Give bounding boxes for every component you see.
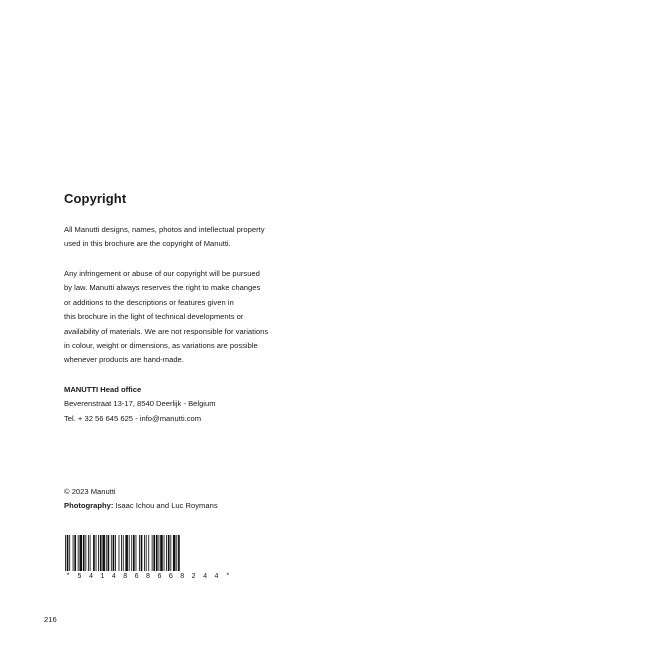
barcode-bar [170, 535, 171, 571]
barcode-bar [176, 535, 177, 571]
intro-line: used in this brochure are the copyright of Manutti. [64, 239, 231, 249]
barcode-bar [96, 535, 97, 571]
infringement-line: in colour, weight or dimensions, as variations are possible [64, 341, 258, 351]
infringement-paragraph [64, 267, 324, 368]
barcode-bar [156, 535, 158, 571]
barcode-bar [148, 535, 149, 571]
head-office-block [64, 383, 324, 426]
page-title: Copyright [64, 191, 127, 206]
infringement-line: whenever products are hand-made. [64, 355, 184, 365]
barcode-bar [79, 535, 82, 571]
barcode-bar [90, 535, 91, 571]
barcode-bar [133, 535, 135, 571]
intro-line: All Manutti designs, names, photos and intellectual property [64, 225, 265, 234]
infringement-line: availability of materials. We are not responsible for variations [64, 326, 269, 336]
barcode-bar [85, 535, 86, 571]
barcode-bar [78, 535, 79, 571]
copyright-line: © 2023 Manutti [64, 487, 116, 496]
barcode-bar [106, 535, 107, 571]
barcode-bar [123, 535, 124, 571]
page-number: 216 [44, 615, 57, 624]
barcode-bar [119, 535, 120, 571]
barcode-bar [115, 535, 116, 571]
barcode-bar [160, 535, 163, 571]
office-name: MANUTTI Head office [64, 385, 142, 394]
photography-line [64, 499, 324, 513]
office-contact: Tel. + 32 56 645 625 - info@manutti.com [64, 413, 202, 423]
barcode-bar [125, 535, 128, 571]
barcode-bar [100, 535, 102, 571]
barcode-number: * 5 4 1 4 8 6 8 6 6 8 2 4 4 * [66, 573, 230, 581]
barcode-bar [73, 535, 74, 571]
photography-value: Isaac Ichou and Luc Roymans [113, 501, 218, 511]
barcode-bar [146, 535, 147, 571]
barcode [64, 535, 232, 581]
barcode-bar [93, 535, 95, 571]
intro-paragraph [64, 223, 324, 252]
barcode-bar [139, 535, 140, 571]
barcode-bar [102, 535, 105, 571]
barcode-bar [168, 535, 170, 571]
barcode-bar [111, 535, 112, 571]
barcode-bar [108, 535, 110, 571]
barcode-bar [153, 535, 155, 571]
barcode-bar [83, 535, 85, 571]
barcode-bar [67, 535, 69, 571]
barcode-bars [65, 535, 180, 571]
barcode-bar [164, 535, 165, 571]
barcode-bar [69, 535, 70, 571]
barcode-bar [121, 535, 122, 571]
barcode-bar [74, 535, 76, 571]
barcode-bar [144, 535, 145, 571]
office-address: Beverenstraat 13-17, 8540 Deerlijk - Belgium [64, 399, 216, 409]
barcode-bar [136, 535, 137, 571]
barcode-bar [88, 535, 89, 571]
barcode-bar [166, 535, 167, 571]
barcode-bar [141, 535, 143, 571]
infringement-line: or additions to the descriptions or features given in [64, 297, 234, 307]
infringement-line: this brochure in the light of technical developments or [64, 312, 244, 322]
barcode-bar [131, 535, 132, 571]
barcode-bar [159, 535, 160, 571]
barcode-bar [178, 535, 180, 571]
barcode-bar [65, 535, 66, 571]
barcode-bar [113, 535, 115, 571]
infringement-line: Any infringement or abuse of our copyright will be pursued [64, 269, 260, 278]
infringement-line: by law. Manutti always reserves the right to make changes [64, 283, 261, 293]
barcode-bar [173, 535, 176, 571]
barcode-bar [152, 535, 153, 571]
barcode-bar [98, 535, 99, 571]
photography-label: Photography: [64, 501, 114, 511]
credits-block [64, 485, 324, 514]
barcode-bar [129, 535, 130, 571]
